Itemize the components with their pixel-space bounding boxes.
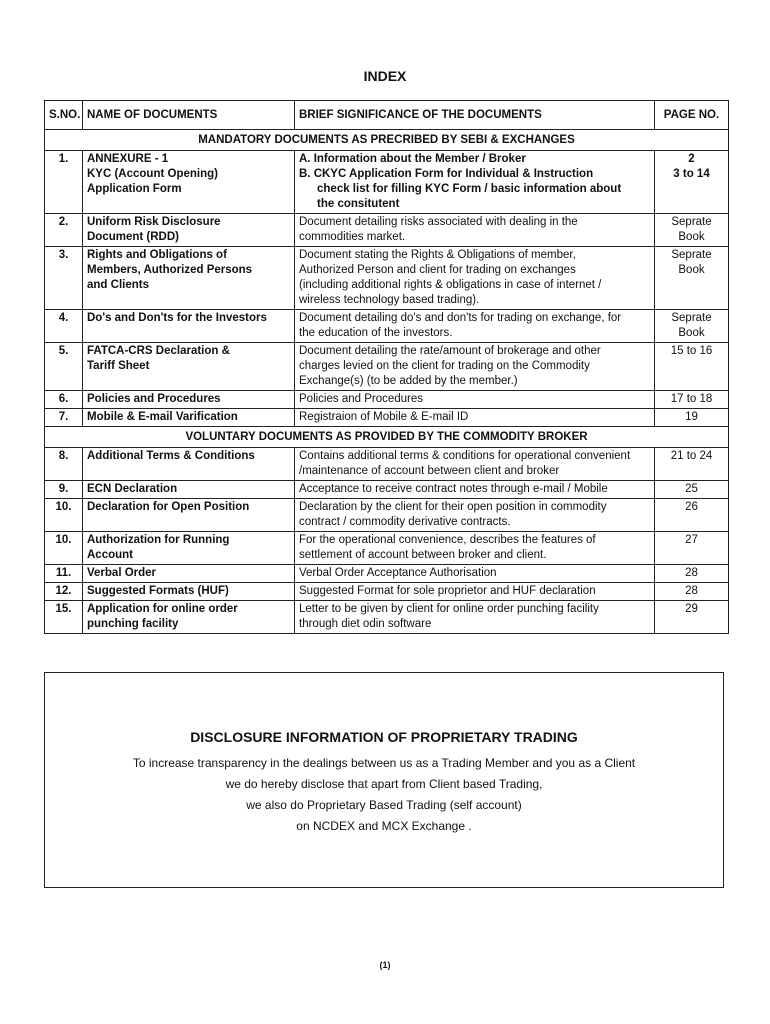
row-sno: 2.: [45, 214, 83, 247]
row-document-name: [83, 565, 295, 583]
document-name-line: Document (RDD): [87, 231, 179, 243]
row-significance: [295, 151, 655, 214]
table-row: [45, 409, 729, 427]
row-page-number: [655, 151, 729, 214]
row-significance: [295, 481, 655, 499]
significance-line: Letter to be given by client for online order punching facility: [299, 603, 599, 615]
row-significance: [295, 583, 655, 601]
significance-line: Document detailing risks associated with dealing in the: [299, 216, 578, 228]
table-row: [45, 214, 729, 247]
section-row-voluntary: [45, 427, 729, 448]
disclosure-line: we do hereby disclose that apart from Client based Trading,: [225, 777, 543, 791]
document-name-line: Declaration for Open Position: [87, 501, 250, 513]
document-name-line: ANNEXURE - 1: [87, 153, 169, 165]
significance-line: B. CKYC Application Form for Individual & Instruction: [299, 168, 594, 180]
row-document-name: [83, 601, 295, 634]
document-name-line: Rights and Obligations of: [87, 249, 227, 261]
significance-line: (including additional rights & obligations in case of internet /: [299, 279, 602, 291]
row-significance: [295, 532, 655, 565]
document-name-line: Uniform Risk Disclosure: [87, 216, 221, 228]
row-sno: 3.: [45, 247, 83, 310]
page-number-line: 15 to 16: [670, 345, 713, 357]
document-name-line: Suggested Formats (HUF): [87, 585, 229, 597]
significance-line: settlement of account between broker and client.: [299, 549, 547, 561]
row-document-name: [83, 481, 295, 499]
document-name-line: FATCA-CRS Declaration &: [87, 345, 230, 357]
row-document-name: [83, 391, 295, 409]
row-page-number: [655, 481, 729, 499]
table-row: [45, 532, 729, 565]
row-document-name: [83, 583, 295, 601]
row-page-number: [655, 565, 729, 583]
row-document-name: [83, 448, 295, 481]
header-page: PAGE NO.: [655, 101, 729, 130]
document-name-line: Policies and Procedures: [87, 393, 221, 405]
row-sno: 12.: [45, 583, 83, 601]
document-name-line: KYC (Account Opening): [87, 168, 218, 180]
page-number-line: 21 to 24: [670, 450, 713, 462]
row-significance: [295, 601, 655, 634]
table-row: [45, 481, 729, 499]
significance-line: For the operational convenience, describes the features of: [299, 534, 596, 546]
row-document-name: [83, 151, 295, 214]
page-number-line: 28: [685, 585, 698, 597]
significance-line: A. Information about the Member / Broker: [299, 153, 526, 165]
row-page-number: [655, 499, 729, 532]
header-significance: BRIEF SIGNIFICANCE OF THE DOCUMENTS: [295, 101, 655, 130]
significance-line: Declaration by the client for their open position in commodity: [299, 501, 607, 513]
significance-line: Policies and Procedures: [299, 393, 424, 405]
table-row: [45, 583, 729, 601]
significance-line: Document stating the Rights & Obligations of member,: [299, 249, 576, 261]
table-row: [45, 499, 729, 532]
table-row: [45, 343, 729, 391]
document-name-line: ECN Declaration: [87, 483, 178, 495]
row-sno: 8.: [45, 448, 83, 481]
significance-line: the education of the investors.: [299, 327, 453, 339]
row-sno: 1.: [45, 151, 83, 214]
row-significance: [295, 343, 655, 391]
page-number-line: Book: [678, 264, 705, 276]
document-name-line: Application for online order: [87, 603, 238, 615]
row-page-number: [655, 391, 729, 409]
row-page-number: [655, 448, 729, 481]
row-significance: [295, 310, 655, 343]
row-page-number: [655, 343, 729, 391]
row-document-name: [83, 343, 295, 391]
header-row: [45, 101, 729, 130]
row-page-number: [655, 409, 729, 427]
document-name-line: punching facility: [87, 618, 179, 630]
significance-line: Document detailing do's and don'ts for trading on exchange, for: [299, 312, 622, 324]
table-row: [45, 151, 729, 214]
page-number-line: Seprate: [671, 216, 712, 228]
row-page-number: [655, 247, 729, 310]
row-page-number: [655, 214, 729, 247]
voluntary-section-heading: VOLUNTARY DOCUMENTS AS PROVIDED BY THE COMMODITY BROKER: [45, 427, 729, 448]
document-name-line: Authorization for Running: [87, 534, 230, 546]
table-row: [45, 247, 729, 310]
significance-line: charges levied on the client for trading on the Commodity: [299, 360, 590, 372]
row-significance: [295, 499, 655, 532]
row-sno: 10.: [45, 499, 83, 532]
row-sno: 4.: [45, 310, 83, 343]
disclosure-box: [44, 672, 724, 888]
mandatory-section-heading: MANDATORY DOCUMENTS AS PRECRIBED BY SEBI & EXCHANGES: [45, 130, 729, 151]
document-name-line: Application Form: [87, 183, 182, 195]
row-document-name: [83, 214, 295, 247]
significance-line: Registraion of Mobile & E-mail ID: [299, 411, 469, 423]
row-sno: 10.: [45, 532, 83, 565]
header-sno: S.NO.: [45, 101, 83, 130]
page-number-line: 19: [685, 411, 698, 423]
page-number: (1): [379, 960, 391, 970]
row-sno: 5.: [45, 343, 83, 391]
page-number-line: 25: [685, 483, 698, 495]
header-name: NAME OF DOCUMENTS: [83, 101, 295, 130]
table-row: [45, 601, 729, 634]
page-number-line: 26: [685, 501, 698, 513]
table-body: [45, 130, 729, 634]
significance-line: commodities market.: [299, 231, 406, 243]
index-table: [44, 100, 729, 634]
row-document-name: [83, 499, 295, 532]
document-name-line: Verbal Order: [87, 567, 157, 579]
significance-line: Verbal Order Acceptance Authorisation: [299, 567, 497, 579]
page-number-line: 17 to 18: [670, 393, 713, 405]
significance-line: the consitutent: [317, 198, 400, 210]
row-page-number: [655, 532, 729, 565]
row-significance: [295, 214, 655, 247]
document-name-line: Tariff Sheet: [87, 360, 150, 372]
row-significance: [295, 409, 655, 427]
row-page-number: [655, 601, 729, 634]
page-number-line: Seprate: [671, 312, 712, 324]
page-title: INDEX: [363, 68, 407, 84]
page-number-line: Book: [678, 327, 705, 339]
table-row: [45, 448, 729, 481]
row-document-name: [83, 409, 295, 427]
table-row: [45, 565, 729, 583]
row-sno: 11.: [45, 565, 83, 583]
row-page-number: [655, 310, 729, 343]
page-number-line: 2: [688, 153, 695, 165]
document-name-line: and Clients: [87, 279, 149, 291]
significance-line: Contains additional terms & conditions for operational convenient: [299, 450, 631, 462]
significance-line: check list for filling KYC Form / basic information about: [317, 183, 622, 195]
page-number-line: 27: [685, 534, 698, 546]
page-number-line: 29: [685, 603, 698, 615]
page-number-line: Book: [678, 231, 705, 243]
significance-line: wireless technology based trading).: [299, 294, 480, 306]
disclosure-line: we also do Proprietary Based Trading (self account): [246, 798, 522, 812]
document-name-line: Additional Terms & Conditions: [87, 450, 255, 462]
page-number-line: 3 to 14: [673, 168, 710, 180]
page-number-line: Seprate: [671, 249, 712, 261]
disclosure-title: DISCLOSURE INFORMATION OF PROPRIETARY TRADING: [190, 729, 578, 745]
row-significance: [295, 247, 655, 310]
row-sno: 7.: [45, 409, 83, 427]
section-row-mandatory: [45, 130, 729, 151]
table-row: [45, 391, 729, 409]
row-document-name: [83, 247, 295, 310]
table-row: [45, 310, 729, 343]
row-significance: [295, 565, 655, 583]
significance-line: contract / commodity derivative contracts.: [299, 516, 511, 528]
significance-line: /maintenance of account between client and broker: [299, 465, 560, 477]
row-document-name: [83, 310, 295, 343]
significance-line: Acceptance to receive contract notes through e-mail / Mobile: [299, 483, 608, 495]
document-name-line: Do's and Don'ts for the Investors: [87, 312, 267, 324]
row-significance: [295, 448, 655, 481]
document-name-line: Account: [87, 549, 133, 561]
significance-line: Authorized Person and client for trading on exchanges: [299, 264, 576, 276]
significance-line: through diet odin software: [299, 618, 432, 630]
disclosure-line: on NCDEX and MCX Exchange .: [296, 819, 472, 833]
row-sno: 6.: [45, 391, 83, 409]
row-sno: 9.: [45, 481, 83, 499]
row-significance: [295, 391, 655, 409]
significance-line: Document detailing the rate/amount of brokerage and other: [299, 345, 601, 357]
row-page-number: [655, 583, 729, 601]
significance-line: Suggested Format for sole proprietor and HUF declaration: [299, 585, 596, 597]
document-name-line: Mobile & E-mail Varification: [87, 411, 238, 423]
disclosure-line: To increase transparency in the dealings between us as a Trading Member and you as a Client: [132, 756, 636, 770]
significance-line: Exchange(s) (to be added by the member.): [299, 375, 518, 387]
page-number-line: 28: [685, 567, 698, 579]
row-document-name: [83, 532, 295, 565]
row-sno: 15.: [45, 601, 83, 634]
disclosure-text: [45, 753, 723, 837]
document-name-line: Members, Authorized Persons: [87, 264, 253, 276]
